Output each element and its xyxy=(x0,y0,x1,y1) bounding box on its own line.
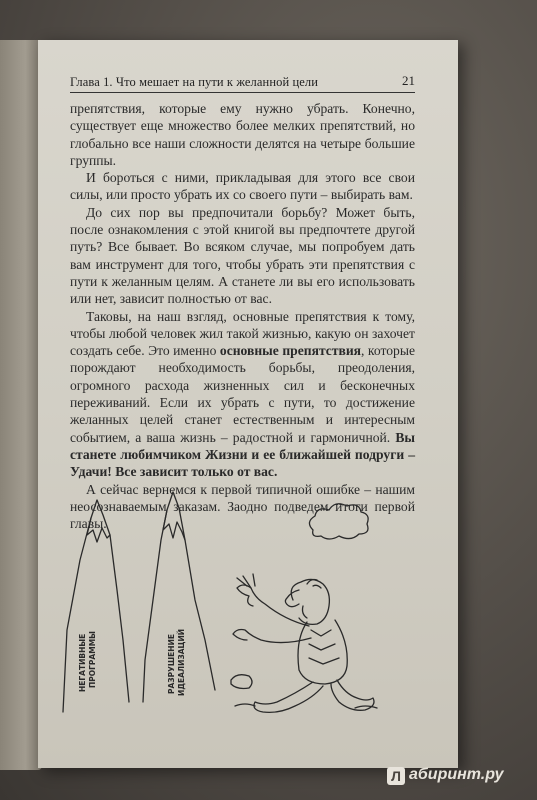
man-head xyxy=(291,579,329,624)
bold-phrase: Вы станете любимчиком Жизни и ее ближайшей подруги – Удачи! Все зависит только от вас. xyxy=(70,429,415,480)
running-header xyxy=(70,72,415,93)
page-number: 21 xyxy=(402,73,415,88)
paragraph xyxy=(70,169,415,204)
left-mountain-label-2: ПРОГРАММЫ xyxy=(88,631,97,688)
chapter-title: Глава 1. Что мешает на пути к желанной цели xyxy=(70,75,319,89)
left-page-edge xyxy=(0,40,42,770)
right-mountain-label-2: ИДЕАЛИЗАЦИЙ xyxy=(177,628,186,696)
watermark xyxy=(387,765,527,789)
paragraph xyxy=(70,204,415,308)
text-run: Таковы, на наш взгляд, основные препятствия к тому, чтобы любой человек жил такой жизнью, какую он захочет создать себе. Это именно xyxy=(70,308,415,359)
bold-phrase: основные препятствия xyxy=(219,343,362,359)
body-text xyxy=(70,100,415,532)
text-run: препятствия, которые ему нужно убрать. Конечно, существует еще множество более мелких препятствий, но глобально все наши сложности делятся на четыре большие группы. xyxy=(70,101,415,168)
man-arm-back xyxy=(233,630,311,643)
left-mountain-label-1: НЕГАТИВНЫЕ xyxy=(78,633,87,692)
man-leg-front xyxy=(254,682,323,712)
man-arm-front xyxy=(237,585,309,626)
rock xyxy=(231,675,252,689)
paragraph xyxy=(70,308,415,481)
mountains-illustration xyxy=(55,480,415,730)
cloud xyxy=(309,504,368,539)
text-run: А сейчас вернемся к первой типичной ошибке – нашим неосознаваемым заказам. Заодно подведем итоги первой главы. xyxy=(70,481,415,532)
text-run: До сих пор вы предпочитали борьбу? Может быть, после ознакомления с этой книгой вы предпочтете другой путь? Все бывает. Во всяком случае, мы попробуем дать вам инструмент для того, чтобы убрать эти препятствия с пути к желанным целям. А станете ли вы его использовать или нет, зависит полностью от вас. xyxy=(70,204,415,307)
watermark-text: абиринт.ру xyxy=(409,766,504,783)
text-run: И бороться с ними, прикладывая для этого все свои силы, или просто убрать их со своего пути – выбирать вам. xyxy=(70,170,415,203)
man-body xyxy=(298,620,347,684)
text-run: , которые порождают необходимость борьбы, преодоления, огромного расхода жизненных сил и бесконечных переживаний. Если их убрать с пути, то достижение желанных целей станет естественным и интересным событием, а ваша жизнь – радостной и гармоничной. xyxy=(70,343,415,445)
right-mountain-label-1: РАЗРУШЕНИЕ xyxy=(167,634,176,694)
labirint-logo-icon: Л xyxy=(387,767,405,785)
paragraph xyxy=(70,100,415,169)
